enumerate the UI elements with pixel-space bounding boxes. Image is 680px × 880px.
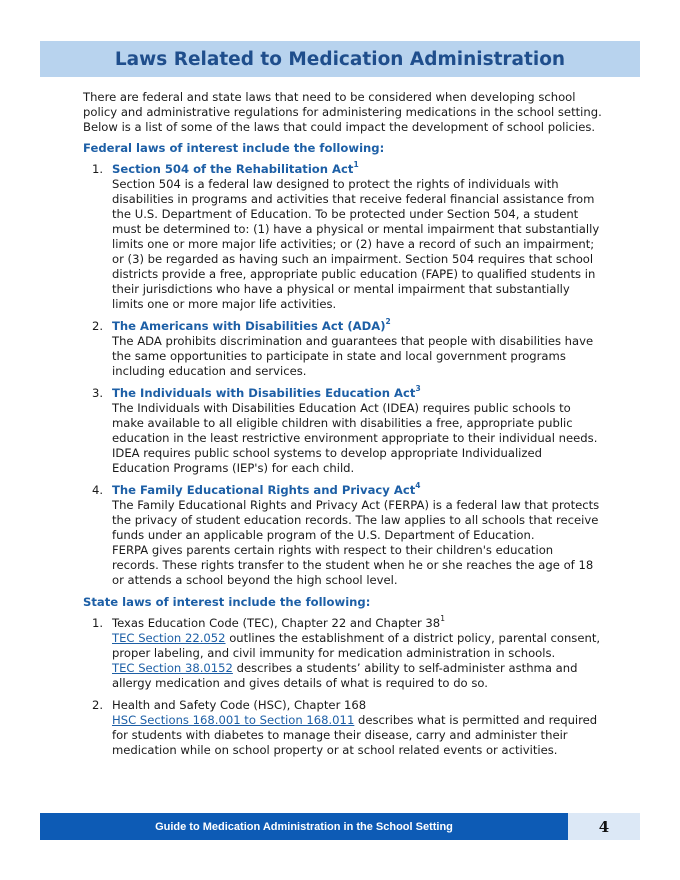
page-number: 4 <box>598 817 610 836</box>
law-title: Section 504 of the Rehabilitation Act$^1$ <box>112 160 359 176</box>
law-title: The Family Educational Rights and Privacy Act$^4$ <box>112 481 421 497</box>
footnote-ref: 1 <box>353 160 359 170</box>
footer-guide-title-band <box>40 813 568 840</box>
list-number: 1. <box>92 616 104 630</box>
federal-laws-list <box>83 162 603 588</box>
federal-laws-heading: Federal laws of interest include the following: <box>83 141 385 155</box>
hsc-168-link[interactable]: HSC Sections 168.001 to Section 168.011 <box>112 713 355 727</box>
tec-22-052-link[interactable]: TEC Section 22.052 <box>112 631 226 645</box>
list-item <box>83 162 603 312</box>
state-laws-list <box>83 616 603 758</box>
footnote-ref: 3 <box>415 384 421 394</box>
footnote-ref: 1 <box>440 614 445 624</box>
law-description: The Individuals with Disabilities Education Act (IDEA) requires public schools to make available to all eligible children with disabilities a free, appropriate public education in the least restrictive environment appropriate to their individual needs. IDEA requires public school systems to develop appropriate Individualized Education Programs (IEP's) for each child. <box>112 401 598 475</box>
list-item <box>83 319 603 379</box>
document-body <box>83 90 603 765</box>
law-description: Section 504 is a federal law designed to protect the rights of individuals with disabilities in programs and activities that receive federal financial assistance from the U.S. Department of Education. To be protected under Section 504, a student must be determined to: (1) have a physical or mental impairment that substantially limits one or more major life activities; or (2) have a record of such an impairment; or (3) be regarded as having such an impairment. Section 504 requires that school districts provide a free, appropriate public education (FAPE) to qualified students in their jurisdictions who have a physical or mental impairment that substantially limits one or more major life activities. <box>112 177 600 311</box>
footer-guide-title: Guide to Medication Administration in the School Setting <box>155 820 453 833</box>
list-number: 4. <box>92 483 104 497</box>
page-footer <box>40 813 640 840</box>
list-item <box>83 483 603 588</box>
law-description-continued: FERPA gives parents certain rights with respect to their children's education records. These rights transfer to the student when he or she reaches the age of 18 or attends a school beyond the high school level. <box>112 543 594 587</box>
law-title: The Americans with Disabilities Act (ADA)$^2$ <box>112 317 391 333</box>
list-item <box>83 616 603 691</box>
tec-38-0152-link[interactable]: TEC Section 38.0152 <box>112 661 233 675</box>
list-item <box>83 698 603 758</box>
intro-paragraph: There are federal and state laws that need to be considered when developing school policy and administrative regulations for administering medications in the school setting. Below is a list of some of the laws that could impact the development of school policies. <box>83 90 602 134</box>
state-law-title: Health and Safety Code (HSC), Chapter 168 <box>112 698 367 712</box>
title-banner <box>40 41 640 77</box>
list-number: 3. <box>92 386 104 400</box>
state-law-description: TEC Section 22.052 outlines the establishment of a district policy, parental consent, proper labeling, and civil immunity for medication administration in schools. <box>112 631 601 660</box>
list-number: 2. <box>92 319 104 333</box>
state-law-description: TEC Section 38.0152 describes a students’ ability to self-administer asthma and allergy medication and gives details of what is required to do so. <box>112 661 578 690</box>
list-number: 1. <box>92 162 104 176</box>
footer-page-number-box <box>568 813 640 840</box>
list-item <box>83 386 603 476</box>
footnote-ref: 2 <box>385 317 391 327</box>
state-laws-heading: State laws of interest include the following: <box>83 595 371 609</box>
law-title: The Individuals with Disabilities Education Act$^3$ <box>112 384 421 400</box>
list-number: 2. <box>92 698 104 712</box>
footnote-ref: 4 <box>415 481 421 491</box>
state-law-title: Texas Education Code (TEC), Chapter 22 and Chapter $38^1$ <box>112 614 445 630</box>
law-description: The ADA prohibits discrimination and guarantees that people with disabilities have the same opportunities to participate in state and local government programs including education and services. <box>112 334 594 378</box>
law-description: The Family Educational Rights and Privacy Act (FERPA) is a federal law that protects the privacy of student education records. The law applies to all schools that receive funds under an applicable program of the U.S. Department of Education. <box>112 498 600 542</box>
state-law-description: HSC Sections 168.001 to Section 168.011 describes what is permitted and required for students with diabetes to manage their disease, carry and administer their medication while on school property or at school related events or activities. <box>112 713 598 757</box>
page-title: Laws Related to Medication Administration <box>114 48 566 70</box>
